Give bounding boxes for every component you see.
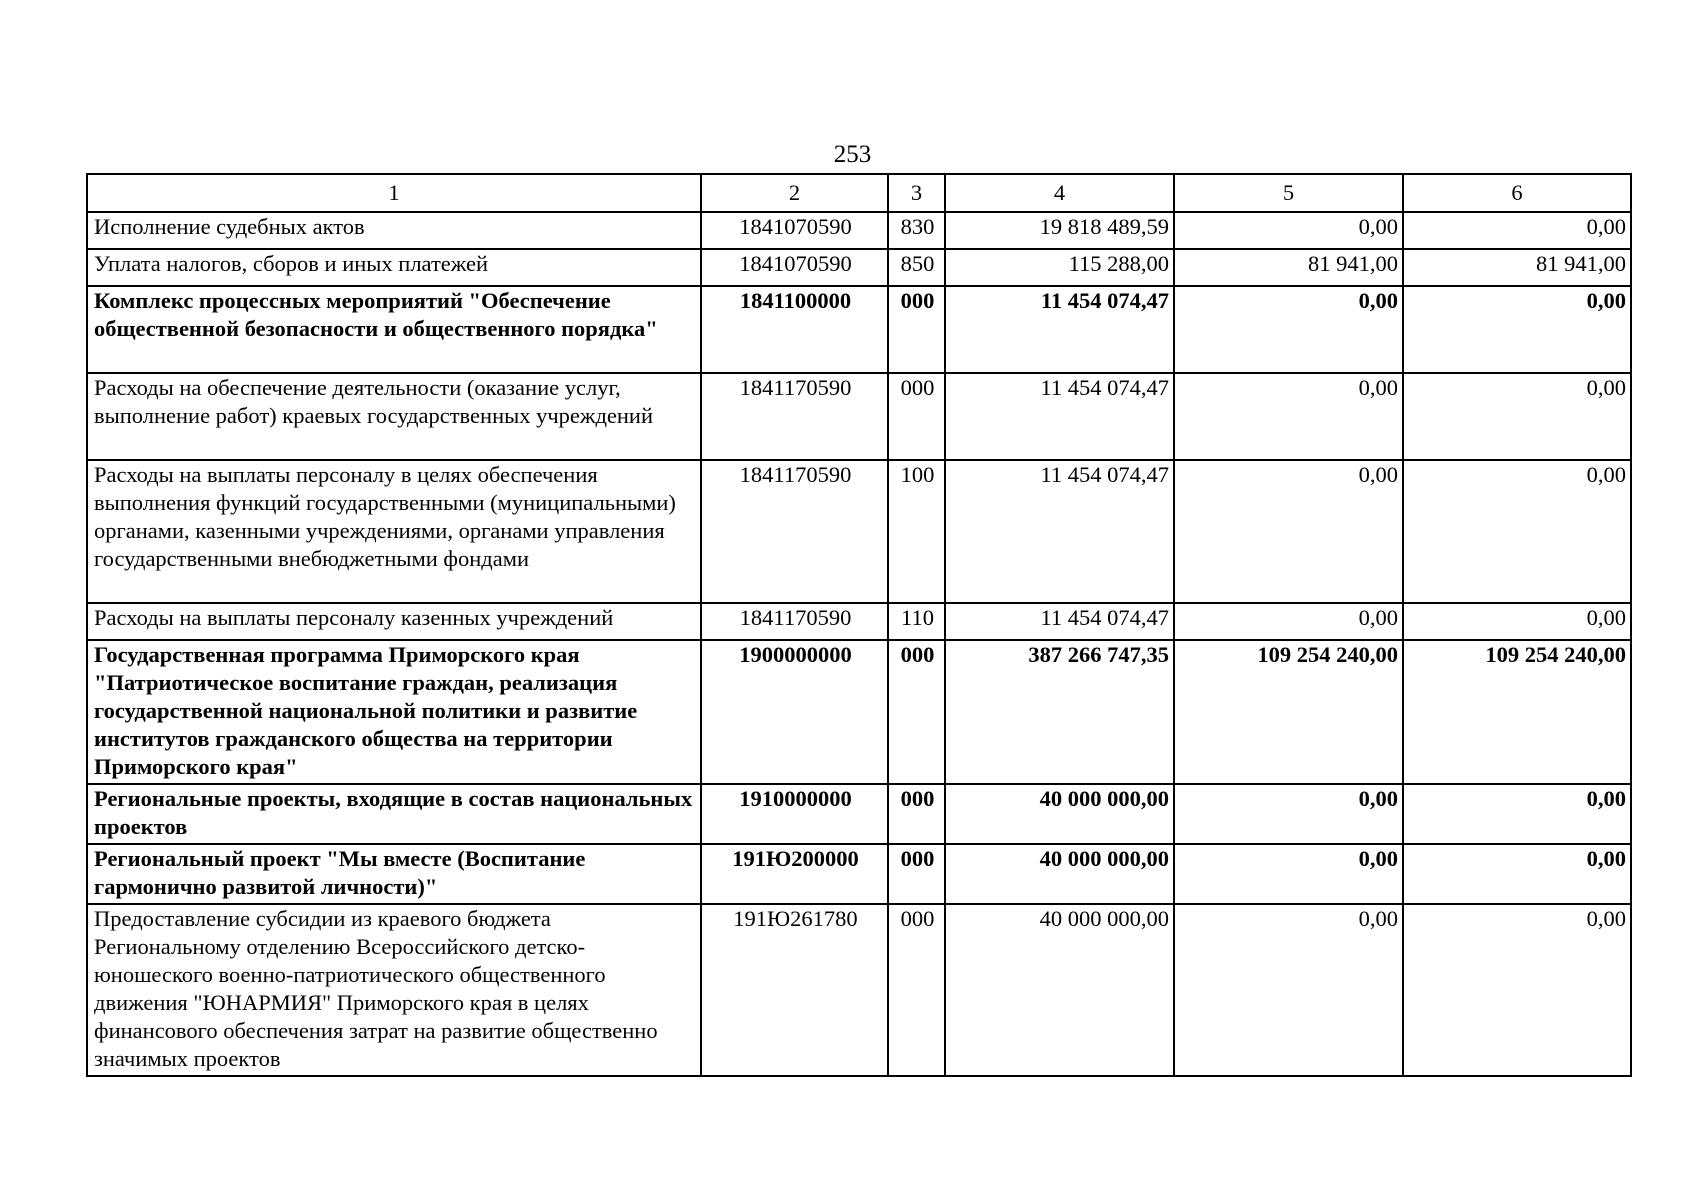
row-expense-type: 100 bbox=[888, 460, 945, 603]
row-expense-type: 000 bbox=[888, 784, 945, 844]
table-row bbox=[87, 603, 1631, 640]
row-expense-type: 850 bbox=[888, 249, 945, 286]
row-expense-type: 000 bbox=[888, 640, 945, 784]
row-amount-col5: 109 254 240,00 bbox=[1174, 640, 1403, 784]
column-header-5: 5 bbox=[1174, 174, 1403, 212]
row-name: Уплата налогов, сборов и иных платежей bbox=[87, 249, 701, 286]
column-header-4: 4 bbox=[945, 174, 1174, 212]
row-name: Региональные проекты, входящие в состав национальных проектов bbox=[87, 784, 701, 844]
column-header-6: 6 bbox=[1403, 174, 1631, 212]
row-target-code: 1841070590 bbox=[701, 212, 888, 249]
page-number: 253 bbox=[833, 141, 872, 168]
row-amount-col4: 19 818 489,59 bbox=[945, 212, 1174, 249]
row-amount-col4: 387 266 747,35 bbox=[945, 640, 1174, 784]
row-amount-col6: 0,00 bbox=[1403, 603, 1631, 640]
row-target-code: 1841100000 bbox=[701, 286, 888, 373]
row-target-code: 1841070590 bbox=[701, 249, 888, 286]
row-amount-col6: 81 941,00 bbox=[1403, 249, 1631, 286]
table-row bbox=[87, 212, 1631, 249]
row-name: Предоставление субсидии из краевого бюджета Региональному отделению Всероссийского детско-юношеского военно-патриотического общественного движения "ЮНАРМИЯ" Приморского края в целях финансового обеспечения затрат на развитие общественно значимых проектов bbox=[87, 904, 701, 1076]
row-amount-col5: 0,00 bbox=[1174, 844, 1403, 904]
row-target-code: 1900000000 bbox=[701, 640, 888, 784]
row-amount-col4: 11 454 074,47 bbox=[945, 286, 1174, 373]
row-name: Государственная программа Приморского края "Патриотическое воспитание граждан, реализация государственной национальной политики и развитие институтов гражданского общества на территории Приморского края" bbox=[87, 640, 701, 784]
row-amount-col5: 81 941,00 bbox=[1174, 249, 1403, 286]
row-amount-col5: 0,00 bbox=[1174, 603, 1403, 640]
row-amount-col6: 0,00 bbox=[1403, 373, 1631, 460]
row-target-code: 191Ю200000 bbox=[701, 844, 888, 904]
row-amount-col5: 0,00 bbox=[1174, 286, 1403, 373]
row-amount-col5: 0,00 bbox=[1174, 212, 1403, 249]
row-amount-col4: 40 000 000,00 bbox=[945, 844, 1174, 904]
row-name: Исполнение судебных актов bbox=[87, 212, 701, 249]
row-amount-col4: 115 288,00 bbox=[945, 249, 1174, 286]
row-amount-col5: 0,00 bbox=[1174, 784, 1403, 844]
row-amount-col5: 0,00 bbox=[1174, 460, 1403, 603]
row-target-code: 1841170590 bbox=[701, 603, 888, 640]
table-row bbox=[87, 904, 1631, 1076]
row-name: Расходы на выплаты персоналу казенных учреждений bbox=[87, 603, 701, 640]
row-expense-type: 000 bbox=[888, 904, 945, 1076]
table-row bbox=[87, 286, 1631, 373]
row-amount-col4: 40 000 000,00 bbox=[945, 904, 1174, 1076]
table-row bbox=[87, 249, 1631, 286]
row-amount-col6: 0,00 bbox=[1403, 460, 1631, 603]
row-target-code: 1841170590 bbox=[701, 460, 888, 603]
row-amount-col5: 0,00 bbox=[1174, 904, 1403, 1076]
row-amount-col4: 11 454 074,47 bbox=[945, 603, 1174, 640]
row-target-code: 1841170590 bbox=[701, 373, 888, 460]
column-header-1: 1 bbox=[87, 174, 701, 212]
column-header-2: 2 bbox=[701, 174, 888, 212]
row-target-code: 1910000000 bbox=[701, 784, 888, 844]
row-name: Региональный проект "Мы вместе (Воспитание гармонично развитой личности)" bbox=[87, 844, 701, 904]
row-expense-type: 000 bbox=[888, 286, 945, 373]
row-amount-col4: 40 000 000,00 bbox=[945, 784, 1174, 844]
table-row bbox=[87, 844, 1631, 904]
row-name: Комплекс процессных мероприятий "Обеспечение общественной безопасности и общественного порядка" bbox=[87, 286, 701, 373]
row-amount-col6: 0,00 bbox=[1403, 286, 1631, 373]
row-name: Расходы на выплаты персоналу в целях обеспечения выполнения функций государственными (муниципальными) органами, казенными учреждениями, органами управления государственными внебюджетными фондами bbox=[87, 460, 701, 603]
row-expense-type: 000 bbox=[888, 844, 945, 904]
row-amount-col4: 11 454 074,47 bbox=[945, 460, 1174, 603]
row-expense-type: 110 bbox=[888, 603, 945, 640]
table-row bbox=[87, 460, 1631, 603]
row-name: Расходы на обеспечение деятельности (оказание услуг, выполнение работ) краевых государственных учреждений bbox=[87, 373, 701, 460]
budget-table bbox=[86, 173, 1632, 1077]
row-amount-col6: 0,00 bbox=[1403, 212, 1631, 249]
column-header-3: 3 bbox=[888, 174, 945, 212]
row-target-code: 191Ю261780 bbox=[701, 904, 888, 1076]
row-amount-col6: 0,00 bbox=[1403, 844, 1631, 904]
table-row bbox=[87, 640, 1631, 784]
table-header-row bbox=[87, 174, 1631, 212]
table-row bbox=[87, 784, 1631, 844]
row-amount-col6: 109 254 240,00 bbox=[1403, 640, 1631, 784]
row-amount-col5: 0,00 bbox=[1174, 373, 1403, 460]
row-amount-col4: 11 454 074,47 bbox=[945, 373, 1174, 460]
row-expense-type: 830 bbox=[888, 212, 945, 249]
row-amount-col6: 0,00 bbox=[1403, 784, 1631, 844]
row-expense-type: 000 bbox=[888, 373, 945, 460]
row-amount-col6: 0,00 bbox=[1403, 904, 1631, 1076]
table-row bbox=[87, 373, 1631, 460]
